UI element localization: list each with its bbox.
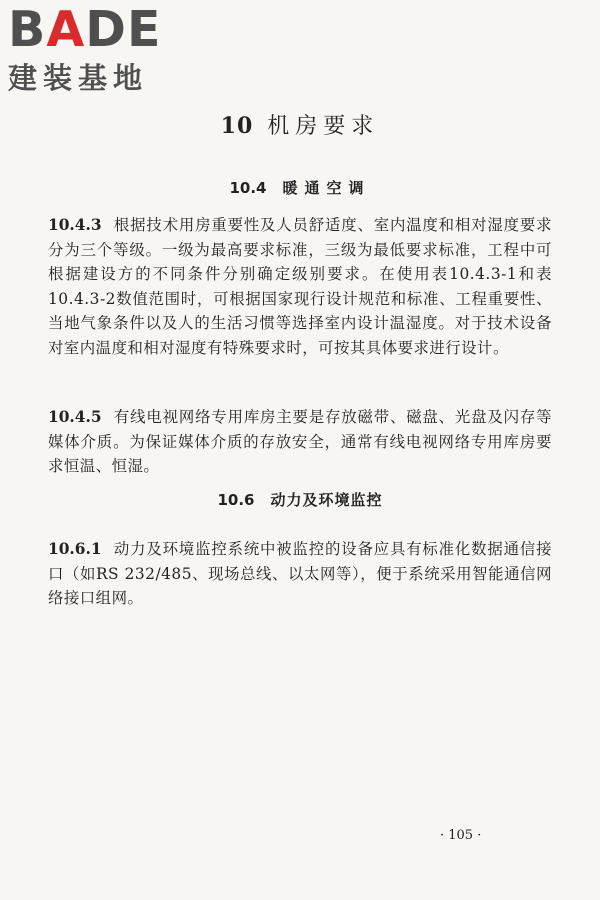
section-heading-hvac	[0, 178, 600, 198]
bade-logo	[8, 1, 178, 96]
chapter-number: 10	[220, 113, 254, 139]
chapter-title	[0, 112, 600, 141]
clause-text: 有线电视网络专用库房主要是存放磁带、磁盘、光盘及闪存等媒体介质。为保证媒体介质的存放安全，通常有线电视网络专用库房要求恒温、恒湿。	[48, 408, 552, 475]
section-title: 动力及环境监控	[270, 491, 383, 509]
clause-text: 动力及环境监控系统中被监控的设备应具有标准化数据通信接口（如RS 232/485、现场总线、以太网等），便于系统采用智能通信网络接口组网。	[48, 540, 552, 607]
section-heading-power-env-monitoring	[0, 490, 600, 510]
clause-10-4-3	[48, 213, 552, 360]
clause-number: 10.4.5	[48, 408, 102, 426]
clause-number: 10.4.3	[48, 216, 102, 234]
logo-wordmark: BADE	[8, 1, 162, 58]
clause-number: 10.6.1	[48, 540, 102, 558]
page-number: · 105 ·	[440, 828, 482, 843]
logo-accent-letter: A	[46, 1, 86, 58]
chapter-title-text: 机房要求	[267, 114, 380, 139]
logo-subtitle: 建装基地	[8, 61, 149, 95]
clause-text: 根据技术用房重要性及人员舒适度、室内温度和相对湿度要求分为三个等级。一级为最高要求标准，三级为最低要求标准，工程中可根据建设方的不同条件分别确定级别要求。在使用表10.4.3-1和表10.4.3-2数值范围时，可根据国家现行设计规范和标准、工程重要性、当地气象条件以及人的生活习惯等选择室内设计温湿度。对于技术设备对室内温度和相对湿度有特殊要求时，可按其具体要求进行设计。	[48, 216, 552, 357]
section-title: 暖通空调	[282, 179, 371, 197]
clause-10-4-5	[48, 405, 552, 479]
section-number: 10.6	[217, 491, 255, 509]
section-number: 10.4	[229, 179, 267, 197]
clause-10-6-1	[48, 537, 552, 611]
